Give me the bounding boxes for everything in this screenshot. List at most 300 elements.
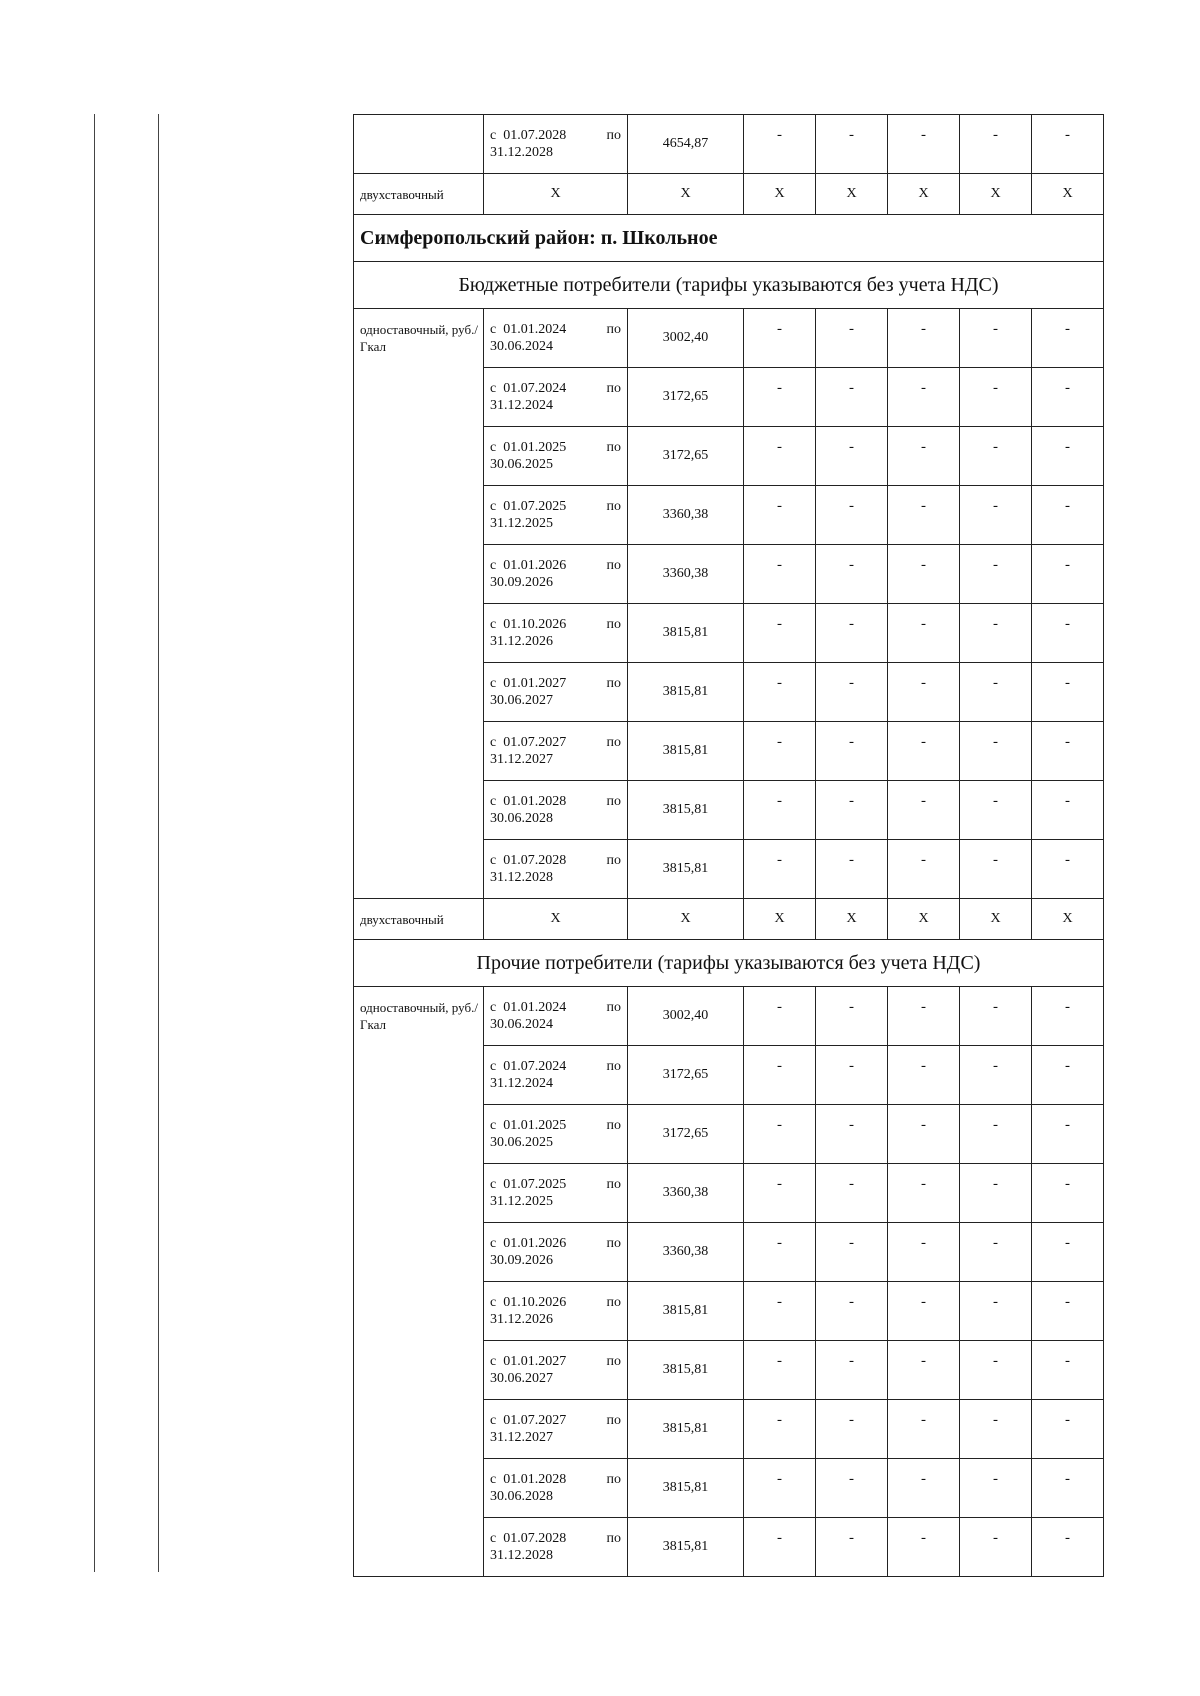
- period-prefix-po: по: [606, 1531, 621, 1546]
- period-to: 30.09.2026: [490, 1253, 553, 1268]
- dash-cell: -: [888, 486, 960, 545]
- dash-cell: -: [888, 309, 960, 368]
- dash-cell: -: [744, 368, 816, 427]
- table-row: [354, 309, 1104, 368]
- tariff-value: 3002,40: [628, 309, 744, 368]
- dash-cell: -: [744, 1164, 816, 1223]
- period-prefix-po: по: [606, 617, 621, 632]
- period-prefix-po: по: [606, 1177, 621, 1192]
- dash-cell: -: [816, 1400, 888, 1459]
- dash-cell: -: [1032, 1223, 1104, 1282]
- dash-cell: -: [744, 115, 816, 174]
- period-line-2: [490, 338, 621, 355]
- tariff-value: 3815,81: [628, 1282, 744, 1341]
- dash-cell: -: [1032, 309, 1104, 368]
- tariff-table: [353, 114, 1104, 1577]
- period-line-1: [490, 1412, 621, 1429]
- period-prefix-s: с: [490, 1354, 497, 1369]
- period-from-group: [490, 321, 566, 338]
- period-line-2: [490, 515, 621, 532]
- dash-cell: -: [960, 987, 1032, 1046]
- period-cell: [484, 309, 628, 368]
- period-line-1: [490, 852, 621, 869]
- dash-cell: -: [888, 1459, 960, 1518]
- tariff-value: 3815,81: [628, 604, 744, 663]
- period-prefix-po: по: [606, 1059, 621, 1074]
- period-prefix-po: по: [606, 558, 621, 573]
- period-prefix-po: по: [606, 440, 621, 455]
- x-mark-cell: Х: [960, 174, 1032, 215]
- period-to: 31.12.2026: [490, 634, 553, 649]
- tariff-value: 3360,38: [628, 1164, 744, 1223]
- period-from: 01.07.2025: [503, 499, 567, 514]
- district-header: [354, 215, 1104, 262]
- period-cell: [484, 1046, 628, 1105]
- dash-cell: -: [744, 1046, 816, 1105]
- dash-cell: -: [888, 427, 960, 486]
- x-mark-cell: Х: [960, 899, 1032, 940]
- period-to: 30.06.2025: [490, 457, 553, 472]
- period-from: 01.01.2024: [503, 322, 567, 337]
- period-cell: [484, 604, 628, 663]
- x-mark-cell: Х: [628, 174, 744, 215]
- x-mark-cell: Х: [816, 174, 888, 215]
- dash-cell: -: [1032, 1400, 1104, 1459]
- x-mark-cell: Х: [1032, 174, 1104, 215]
- period-line-1: [490, 999, 621, 1016]
- period-from-group: [490, 1058, 566, 1075]
- period-prefix-po: по: [606, 499, 621, 514]
- period-from-group: [490, 793, 566, 810]
- dash-cell: -: [744, 840, 816, 899]
- x-mark-cell: Х: [888, 174, 960, 215]
- period-from-group: [490, 1117, 566, 1134]
- tariff-value: 3172,65: [628, 1046, 744, 1105]
- dash-cell: -: [960, 1341, 1032, 1400]
- dash-cell: -: [744, 1518, 816, 1577]
- period-from-group: [490, 852, 566, 869]
- dash-cell: -: [1032, 781, 1104, 840]
- period-to: 30.06.2028: [490, 811, 553, 826]
- period-line-1: [490, 557, 621, 574]
- period-cell: [484, 368, 628, 427]
- period-from: 01.01.2026: [503, 558, 567, 573]
- period-to: 31.12.2024: [490, 398, 553, 413]
- period-prefix-po: по: [606, 1413, 621, 1428]
- dash-cell: -: [744, 545, 816, 604]
- rate-type-cell: одноставочный, руб./Гкал: [354, 309, 484, 899]
- period-line-1: [490, 1294, 621, 1311]
- dash-cell: -: [744, 309, 816, 368]
- period-from: 01.01.2027: [503, 676, 567, 691]
- period-from-group: [490, 734, 566, 751]
- dash-cell: -: [960, 1400, 1032, 1459]
- period-from-group: [490, 675, 566, 692]
- period-cell: [484, 1223, 628, 1282]
- tariff-value: 3815,81: [628, 1518, 744, 1577]
- dash-cell: -: [888, 722, 960, 781]
- period-prefix-s: с: [490, 1000, 497, 1015]
- dash-cell: -: [960, 545, 1032, 604]
- dash-cell: -: [1032, 987, 1104, 1046]
- dash-cell: -: [744, 604, 816, 663]
- period-from-group: [490, 999, 566, 1016]
- period-prefix-s: с: [490, 1413, 497, 1428]
- section-header-cell: Бюджетные потребители (тарифы указываются без учета НДС): [354, 262, 1104, 309]
- period-cell: [484, 663, 628, 722]
- period-cell: [484, 840, 628, 899]
- rate-type-cell: двухставочный: [354, 899, 484, 940]
- dash-cell: -: [888, 1105, 960, 1164]
- dash-cell: -: [1032, 1046, 1104, 1105]
- dash-cell: -: [1032, 1105, 1104, 1164]
- dash-cell: -: [960, 486, 1032, 545]
- dash-cell: -: [816, 1518, 888, 1577]
- period-cell: [484, 1400, 628, 1459]
- dash-cell: -: [744, 1400, 816, 1459]
- dash-cell: -: [744, 427, 816, 486]
- dash-cell: -: [960, 1459, 1032, 1518]
- period-line-2: [490, 1311, 621, 1328]
- two-rate-row: [354, 899, 1104, 940]
- period-prefix-s: с: [490, 1236, 497, 1251]
- period-to: 30.06.2024: [490, 1017, 553, 1032]
- dash-cell: -: [816, 1282, 888, 1341]
- period-from: 01.01.2027: [503, 1354, 567, 1369]
- period-from-group: [490, 1353, 566, 1370]
- period-to: 30.06.2025: [490, 1135, 553, 1150]
- dash-cell: -: [816, 427, 888, 486]
- dash-cell: -: [816, 722, 888, 781]
- dash-cell: -: [744, 1282, 816, 1341]
- period-prefix-s: с: [490, 440, 497, 455]
- tariff-value: 3815,81: [628, 1400, 744, 1459]
- dash-cell: -: [816, 115, 888, 174]
- period-line-2: [490, 397, 621, 414]
- period-prefix-s: с: [490, 1295, 497, 1310]
- period-from-group: [490, 1530, 566, 1547]
- dash-cell: -: [960, 1223, 1032, 1282]
- period-prefix-s: с: [490, 1177, 497, 1192]
- tariff-value: 3172,65: [628, 368, 744, 427]
- period-from-group: [490, 1235, 566, 1252]
- tariff-value: 3002,40: [628, 987, 744, 1046]
- margin-line-right: [158, 114, 159, 1572]
- dash-cell: -: [744, 663, 816, 722]
- period-from: 01.10.2026: [503, 1295, 567, 1310]
- dash-cell: -: [888, 1223, 960, 1282]
- dash-cell: -: [816, 604, 888, 663]
- dash-cell: -: [960, 781, 1032, 840]
- period-prefix-s: с: [490, 558, 497, 573]
- dash-cell: -: [888, 1164, 960, 1223]
- period-line-2: [490, 1370, 621, 1387]
- period-from: 01.01.2028: [503, 794, 567, 809]
- dash-cell: -: [960, 1046, 1032, 1105]
- period-from: 01.01.2028: [503, 1472, 567, 1487]
- period-from-group: [490, 498, 566, 515]
- x-mark-cell: Х: [744, 174, 816, 215]
- period-prefix-s: с: [490, 1531, 497, 1546]
- dash-cell: -: [744, 1105, 816, 1164]
- dash-cell: -: [960, 722, 1032, 781]
- dash-cell: -: [816, 663, 888, 722]
- period-to: 31.12.2027: [490, 752, 553, 767]
- dash-cell: -: [888, 1400, 960, 1459]
- dash-cell: -: [1032, 663, 1104, 722]
- period-from: 01.10.2026: [503, 617, 567, 632]
- period-line-1: [490, 1235, 621, 1252]
- period-to: 31.12.2028: [490, 145, 553, 160]
- x-mark-cell: Х: [744, 899, 816, 940]
- dash-cell: -: [960, 1164, 1032, 1223]
- tariff-value: 4654,87: [628, 115, 744, 174]
- x-mark-cell: Х: [1032, 899, 1104, 940]
- period-to: 30.06.2024: [490, 339, 553, 354]
- dash-cell: -: [888, 368, 960, 427]
- period-line-1: [490, 1176, 621, 1193]
- period-line-2: [490, 574, 621, 591]
- rate-type-cell: [354, 115, 484, 174]
- dash-cell: -: [960, 368, 1032, 427]
- tariff-value: 3815,81: [628, 663, 744, 722]
- dash-cell: -: [960, 115, 1032, 174]
- dash-cell: -: [888, 545, 960, 604]
- period-cell: [484, 781, 628, 840]
- period-prefix-s: с: [490, 735, 497, 750]
- period-prefix-s: с: [490, 1059, 497, 1074]
- period-from-group: [490, 1294, 566, 1311]
- period-to: 30.06.2028: [490, 1489, 553, 1504]
- dash-cell: -: [1032, 1341, 1104, 1400]
- dash-cell: -: [744, 1223, 816, 1282]
- x-mark-cell: Х: [628, 899, 744, 940]
- period-to: 30.06.2027: [490, 693, 553, 708]
- period-cell: [484, 1105, 628, 1164]
- tariff-value: 3360,38: [628, 486, 744, 545]
- district-header-cell: Симферопольский район: п. Школьное: [354, 215, 1104, 262]
- period-from-group: [490, 380, 566, 397]
- period-prefix-s: с: [490, 617, 497, 632]
- dash-cell: -: [816, 781, 888, 840]
- period-line-1: [490, 793, 621, 810]
- period-line-2: [490, 1075, 621, 1092]
- period-to: 30.09.2026: [490, 575, 553, 590]
- section-header-cell: Прочие потребители (тарифы указываются без учета НДС): [354, 940, 1104, 987]
- x-mark-cell: Х: [888, 899, 960, 940]
- dash-cell: -: [1032, 545, 1104, 604]
- dash-cell: -: [744, 1459, 816, 1518]
- dash-cell: -: [816, 309, 888, 368]
- dash-cell: -: [816, 1341, 888, 1400]
- dash-cell: -: [960, 427, 1032, 486]
- tariff-value: 3172,65: [628, 427, 744, 486]
- dash-cell: -: [1032, 1282, 1104, 1341]
- dash-cell: -: [816, 545, 888, 604]
- dash-cell: -: [1032, 486, 1104, 545]
- period-line-2: [490, 810, 621, 827]
- dash-cell: -: [1032, 840, 1104, 899]
- period-cell: [484, 1164, 628, 1223]
- period-from-group: [490, 1412, 566, 1429]
- dash-cell: -: [888, 781, 960, 840]
- period-from: 01.07.2024: [503, 381, 567, 396]
- period-to: 31.12.2027: [490, 1430, 553, 1445]
- period-line-1: [490, 127, 621, 144]
- dash-cell: -: [1032, 604, 1104, 663]
- period-line-2: [490, 1016, 621, 1033]
- period-prefix-po: по: [606, 794, 621, 809]
- period-cell: [484, 1518, 628, 1577]
- dash-cell: -: [1032, 1164, 1104, 1223]
- dash-cell: -: [816, 486, 888, 545]
- period-to: 31.12.2025: [490, 1194, 553, 1209]
- dash-cell: -: [816, 987, 888, 1046]
- period-line-2: [490, 1252, 621, 1269]
- period-from: 01.07.2028: [503, 128, 567, 143]
- period-cell: [484, 987, 628, 1046]
- dash-cell: -: [888, 840, 960, 899]
- period-prefix-s: с: [490, 676, 497, 691]
- x-mark-cell: Х: [484, 174, 628, 215]
- dash-cell: -: [888, 1518, 960, 1577]
- period-line-2: [490, 1488, 621, 1505]
- period-prefix-s: с: [490, 794, 497, 809]
- rate-type-cell: одноставочный, руб./Гкал: [354, 987, 484, 1577]
- tariff-value: 3815,81: [628, 722, 744, 781]
- section-header: [354, 262, 1104, 309]
- x-mark-cell: Х: [484, 899, 628, 940]
- period-from-group: [490, 616, 566, 633]
- period-from-group: [490, 1176, 566, 1193]
- dash-cell: -: [888, 1282, 960, 1341]
- dash-cell: -: [960, 663, 1032, 722]
- period-to: 31.12.2025: [490, 516, 553, 531]
- period-prefix-po: по: [606, 381, 621, 396]
- period-to: 30.06.2027: [490, 1371, 553, 1386]
- dash-cell: -: [744, 781, 816, 840]
- period-to: 31.12.2026: [490, 1312, 553, 1327]
- period-line-1: [490, 675, 621, 692]
- period-cell: [484, 115, 628, 174]
- margin-line-left: [94, 114, 95, 1572]
- period-from: 01.01.2024: [503, 1000, 567, 1015]
- period-cell: [484, 722, 628, 781]
- period-prefix-s: с: [490, 128, 497, 143]
- period-line-2: [490, 456, 621, 473]
- period-prefix-po: по: [606, 322, 621, 337]
- dash-cell: -: [1032, 427, 1104, 486]
- period-line-2: [490, 1429, 621, 1446]
- period-line-2: [490, 751, 621, 768]
- dash-cell: -: [816, 1164, 888, 1223]
- dash-cell: -: [888, 1341, 960, 1400]
- period-line-1: [490, 1471, 621, 1488]
- dash-cell: -: [744, 486, 816, 545]
- period-line-1: [490, 380, 621, 397]
- period-cell: [484, 1282, 628, 1341]
- period-line-1: [490, 1530, 621, 1547]
- period-prefix-s: с: [490, 499, 497, 514]
- dash-cell: -: [888, 1046, 960, 1105]
- dash-cell: -: [816, 1105, 888, 1164]
- dash-cell: -: [1032, 1459, 1104, 1518]
- period-prefix-po: по: [606, 676, 621, 691]
- period-line-2: [490, 633, 621, 650]
- dash-cell: -: [816, 840, 888, 899]
- table-row: [354, 987, 1104, 1046]
- period-from: 01.07.2025: [503, 1177, 567, 1192]
- period-line-1: [490, 498, 621, 515]
- dash-cell: -: [888, 604, 960, 663]
- tariff-value: 3815,81: [628, 1341, 744, 1400]
- period-line-1: [490, 439, 621, 456]
- dash-cell: -: [960, 1282, 1032, 1341]
- dash-cell: -: [1032, 368, 1104, 427]
- period-prefix-s: с: [490, 322, 497, 337]
- dash-cell: -: [960, 1105, 1032, 1164]
- period-line-2: [490, 692, 621, 709]
- period-cell: [484, 1459, 628, 1518]
- dash-cell: -: [816, 1459, 888, 1518]
- period-prefix-s: с: [490, 1118, 497, 1133]
- period-from: 01.01.2025: [503, 1118, 567, 1133]
- period-prefix-s: с: [490, 853, 497, 868]
- period-from: 01.01.2025: [503, 440, 567, 455]
- dash-cell: -: [744, 722, 816, 781]
- period-from: 01.07.2028: [503, 1531, 567, 1546]
- period-line-1: [490, 321, 621, 338]
- tariff-value: 3815,81: [628, 840, 744, 899]
- dash-cell: -: [960, 1518, 1032, 1577]
- dash-cell: -: [1032, 722, 1104, 781]
- period-to: 31.12.2024: [490, 1076, 553, 1091]
- period-to: 31.12.2028: [490, 870, 553, 885]
- period-prefix-po: по: [606, 1118, 621, 1133]
- tariff-value: 3360,38: [628, 1223, 744, 1282]
- period-prefix-po: по: [606, 1295, 621, 1310]
- period-line-2: [490, 1193, 621, 1210]
- table-row: [354, 115, 1104, 174]
- tariff-value: 3815,81: [628, 781, 744, 840]
- period-from: 01.07.2024: [503, 1059, 567, 1074]
- period-prefix-s: с: [490, 381, 497, 396]
- dash-cell: -: [888, 987, 960, 1046]
- period-prefix-po: по: [606, 735, 621, 750]
- dash-cell: -: [960, 840, 1032, 899]
- period-from: 01.07.2027: [503, 735, 567, 750]
- period-line-1: [490, 616, 621, 633]
- period-from: 01.07.2028: [503, 853, 567, 868]
- period-cell: [484, 486, 628, 545]
- dash-cell: -: [744, 987, 816, 1046]
- dash-cell: -: [816, 368, 888, 427]
- period-from-group: [490, 439, 566, 456]
- period-from-group: [490, 1471, 566, 1488]
- period-prefix-po: по: [606, 1000, 621, 1015]
- x-mark-cell: Х: [816, 899, 888, 940]
- period-cell: [484, 427, 628, 486]
- dash-cell: -: [816, 1223, 888, 1282]
- period-line-2: [490, 1547, 621, 1564]
- period-line-1: [490, 1353, 621, 1370]
- dash-cell: -: [960, 309, 1032, 368]
- period-prefix-po: по: [606, 128, 621, 143]
- period-line-2: [490, 1134, 621, 1151]
- period-from-group: [490, 127, 566, 144]
- dash-cell: -: [816, 1046, 888, 1105]
- period-from: 01.01.2026: [503, 1236, 567, 1251]
